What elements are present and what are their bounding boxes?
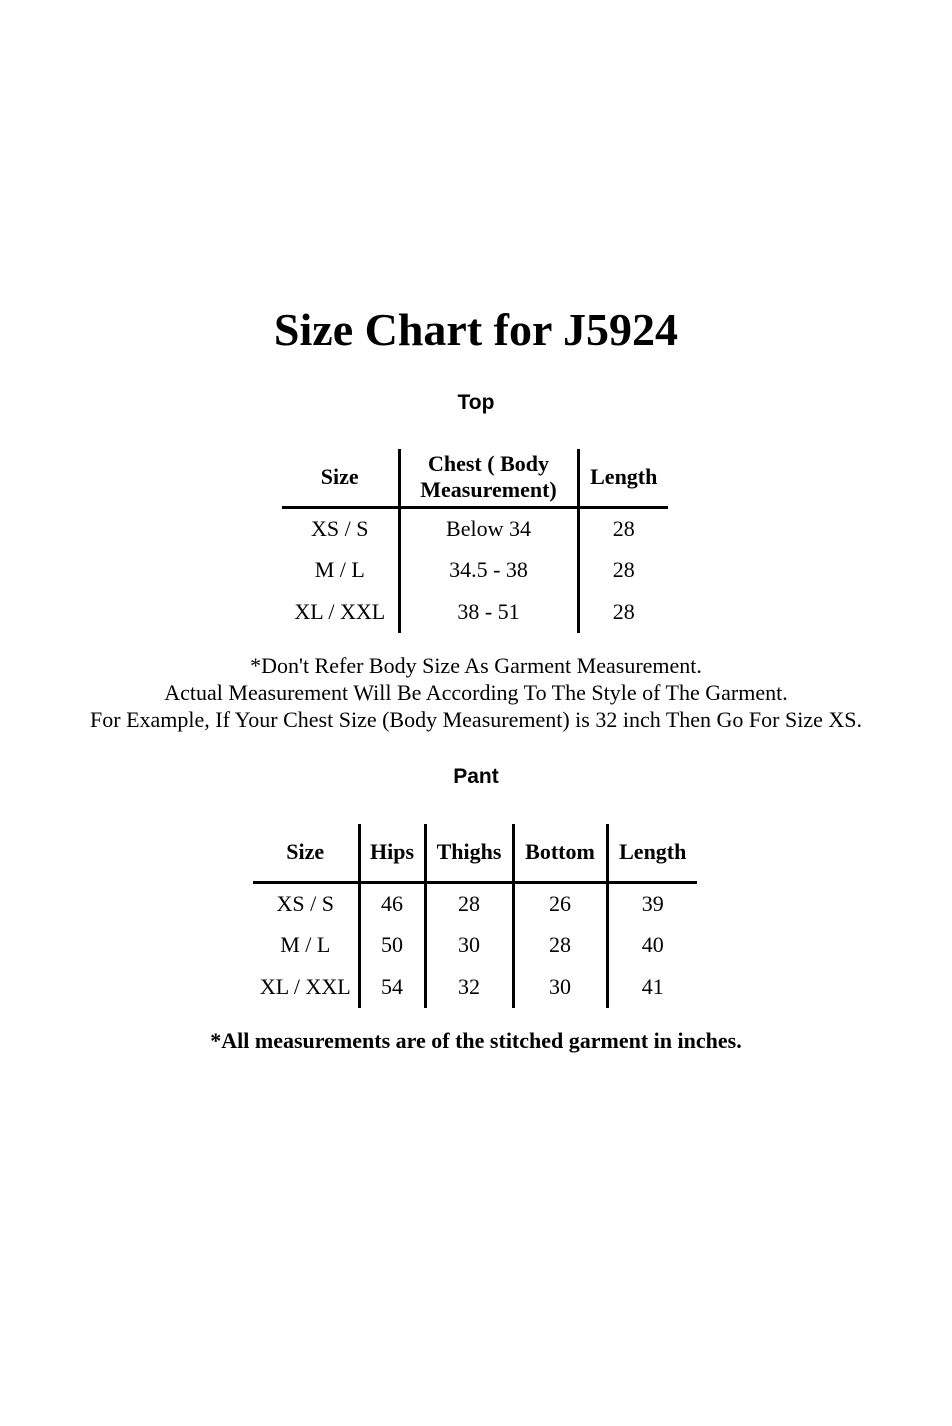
- cell-size: M / L: [282, 549, 399, 591]
- cell-size: XL / XXL: [282, 591, 399, 633]
- cell-chest: 34.5 - 38: [399, 549, 578, 591]
- top-size-table: [282, 449, 668, 633]
- table-row: [253, 924, 697, 966]
- table-row: [282, 549, 668, 591]
- column-header-thighs: Thighs: [425, 824, 513, 882]
- table-row: [253, 882, 697, 924]
- column-header-bottom: Bottom: [513, 824, 607, 882]
- table-header-row: [253, 824, 697, 882]
- cell-size: M / L: [253, 924, 359, 966]
- top-section-heading: Top: [457, 391, 495, 414]
- pant-section-heading: Pant: [453, 765, 499, 788]
- column-header-hips: Hips: [359, 824, 425, 882]
- measurement-footnote: *All measurements are of the stitched garment in inches.: [210, 1028, 742, 1053]
- column-header-size: Size: [253, 824, 359, 882]
- cell-chest: Below 34: [399, 507, 578, 549]
- cell-size: XS / S: [253, 882, 359, 924]
- table-row: [282, 507, 668, 549]
- measurement-notes: [0, 652, 952, 733]
- cell-thighs: 30: [425, 924, 513, 966]
- column-header-length: Length: [590, 464, 658, 490]
- cell-length: 28: [612, 557, 635, 582]
- cell-hips: 46: [359, 882, 425, 924]
- cell-length: 41: [641, 974, 664, 999]
- cell-length: 40: [641, 932, 664, 957]
- cell-size: XL / XXL: [253, 966, 359, 1008]
- pant-size-table: [253, 824, 697, 1008]
- cell-size: XS / S: [282, 507, 399, 549]
- cell-bottom: 30: [513, 966, 607, 1008]
- column-header-length: Length: [619, 839, 687, 865]
- cell-thighs: 28: [425, 882, 513, 924]
- table-row: [253, 966, 697, 1008]
- cell-bottom: 28: [513, 924, 607, 966]
- table-header-row: [282, 449, 668, 507]
- page-title: Size Chart for J5924: [273, 304, 679, 355]
- cell-length: 28: [612, 599, 635, 624]
- cell-hips: 50: [359, 924, 425, 966]
- cell-length: 39: [641, 890, 664, 916]
- column-header-chest: Chest ( Body Measurement): [399, 449, 578, 507]
- column-header-size: Size: [282, 449, 399, 507]
- cell-chest: 38 - 51: [399, 591, 578, 633]
- cell-hips: 54: [359, 966, 425, 1008]
- cell-length: 28: [612, 516, 635, 542]
- note-line: For Example, If Your Chest Size (Body Measurement) is 32 inch Then Go For Size XS.: [90, 707, 862, 732]
- note-line: *Don't Refer Body Size As Garment Measurement.: [250, 653, 702, 678]
- cell-thighs: 32: [425, 966, 513, 1008]
- cell-bottom: 26: [513, 882, 607, 924]
- table-row: [282, 591, 668, 633]
- note-line: Actual Measurement Will Be According To The Style of The Garment.: [164, 680, 788, 705]
